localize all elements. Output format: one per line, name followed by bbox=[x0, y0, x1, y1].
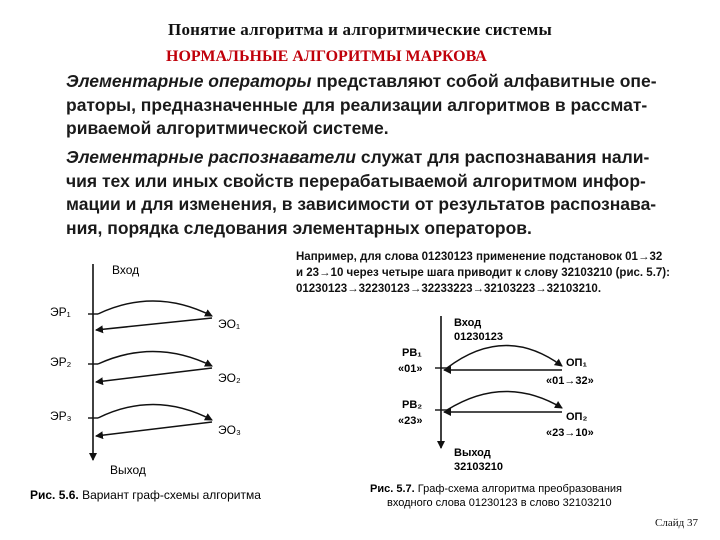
figure-5-6-caption bbox=[30, 488, 261, 502]
paragraph-line: риваемой алгоритмической системе. bbox=[66, 118, 389, 138]
recognizer-rb2-label: РВ₂ bbox=[402, 399, 423, 411]
recognizer-label-1: ЭР₁ bbox=[50, 305, 71, 319]
paragraph-recognizers bbox=[66, 146, 666, 240]
example-line: 01230123→32230123→32233223→32103223→32103210. bbox=[296, 283, 602, 295]
paragraph-operators bbox=[66, 70, 666, 141]
caption-number: Рис. 5.7. bbox=[370, 483, 415, 495]
figure-5-7-caption-line-1 bbox=[370, 483, 622, 495]
recognizer-rb2-condition: «23» bbox=[398, 415, 423, 427]
example-text bbox=[296, 249, 710, 297]
figure-5-7-diagram bbox=[340, 310, 710, 520]
slide-title: Понятие алгоритма и алгоритмические системы bbox=[168, 20, 552, 39]
paragraph-line: ния, порядка следования элементарных операторов. bbox=[66, 217, 532, 238]
entry-word: 01230123 bbox=[454, 331, 503, 343]
term-operators: Элементарные операторы bbox=[66, 71, 312, 91]
return-line-2 bbox=[96, 368, 212, 382]
return-line-3 bbox=[96, 422, 212, 436]
caption-number: Рис. 5.6. bbox=[30, 488, 79, 502]
paragraph-text: представляют собой алфавитные опе- bbox=[311, 71, 657, 91]
example-line: и 23→10 через четыре шага приводит к слову 32103210 (рис. 5.7): bbox=[296, 267, 670, 279]
recognizer-label-3: ЭР₃ bbox=[50, 409, 72, 423]
exit-label: Выход bbox=[454, 447, 491, 459]
operator-op2-label: ОП₂ bbox=[566, 411, 588, 423]
caption-text: Вариант граф-схемы алгоритма bbox=[78, 488, 261, 502]
operator-label-2: ЭО₂ bbox=[218, 371, 241, 385]
paragraph-line: раторы, предназначенные для реализации алгоритмов в рассмат- bbox=[66, 94, 648, 115]
recognizer-rb1-condition: «01» bbox=[398, 363, 423, 375]
operator-label-3: ЭО₃ bbox=[218, 423, 241, 437]
entry-label: Вход bbox=[454, 317, 482, 329]
paragraph-line: мации и для изменения, в зависимости от результатов распознава- bbox=[66, 194, 657, 214]
slide-number: Слайд 37 bbox=[655, 517, 698, 529]
entry-label: Вход bbox=[112, 263, 140, 277]
branch-arc-2 bbox=[447, 391, 562, 410]
recognizer-rb1-label: РВ₁ bbox=[402, 347, 422, 359]
caption-text: Граф-схема алгоритма преобразования bbox=[414, 483, 622, 495]
exit-label: Выход bbox=[110, 463, 146, 477]
paragraph-line bbox=[66, 70, 666, 94]
operator-op2-substitution: «23→10» bbox=[546, 427, 594, 439]
branch-arc-1 bbox=[98, 301, 212, 316]
recognizer-label-2: ЭР₂ bbox=[50, 355, 72, 369]
branch-arc-3 bbox=[98, 404, 212, 420]
slide-subtitle: НОРМАЛЬНЫЕ АЛГОРИТМЫ МАРКОВА bbox=[166, 48, 487, 65]
paragraph-text: служат для распознавания нали- bbox=[356, 147, 650, 167]
operator-op1-substitution: «01→32» bbox=[546, 375, 594, 387]
figure-5-6-diagram bbox=[0, 250, 300, 510]
operator-label-1: ЭО₁ bbox=[218, 317, 241, 331]
return-line-1 bbox=[96, 318, 212, 330]
paragraph-line: чия тех или иных свойств перерабатываемой алгоритмом инфор- bbox=[66, 170, 646, 191]
exit-word: 32103210 bbox=[454, 461, 503, 473]
example-line: Например, для слова 01230123 применение подстановок 01→32 bbox=[296, 251, 663, 263]
term-recognizers: Элементарные распознаватели bbox=[66, 147, 356, 167]
paragraph-line bbox=[66, 146, 666, 170]
branch-arc-2 bbox=[98, 351, 212, 366]
figure-5-7-caption-line-2: входного слова 01230123 в слово 32103210 bbox=[387, 497, 612, 509]
branch-arc-1 bbox=[447, 345, 562, 368]
operator-op1-label: ОП₁ bbox=[566, 357, 588, 369]
